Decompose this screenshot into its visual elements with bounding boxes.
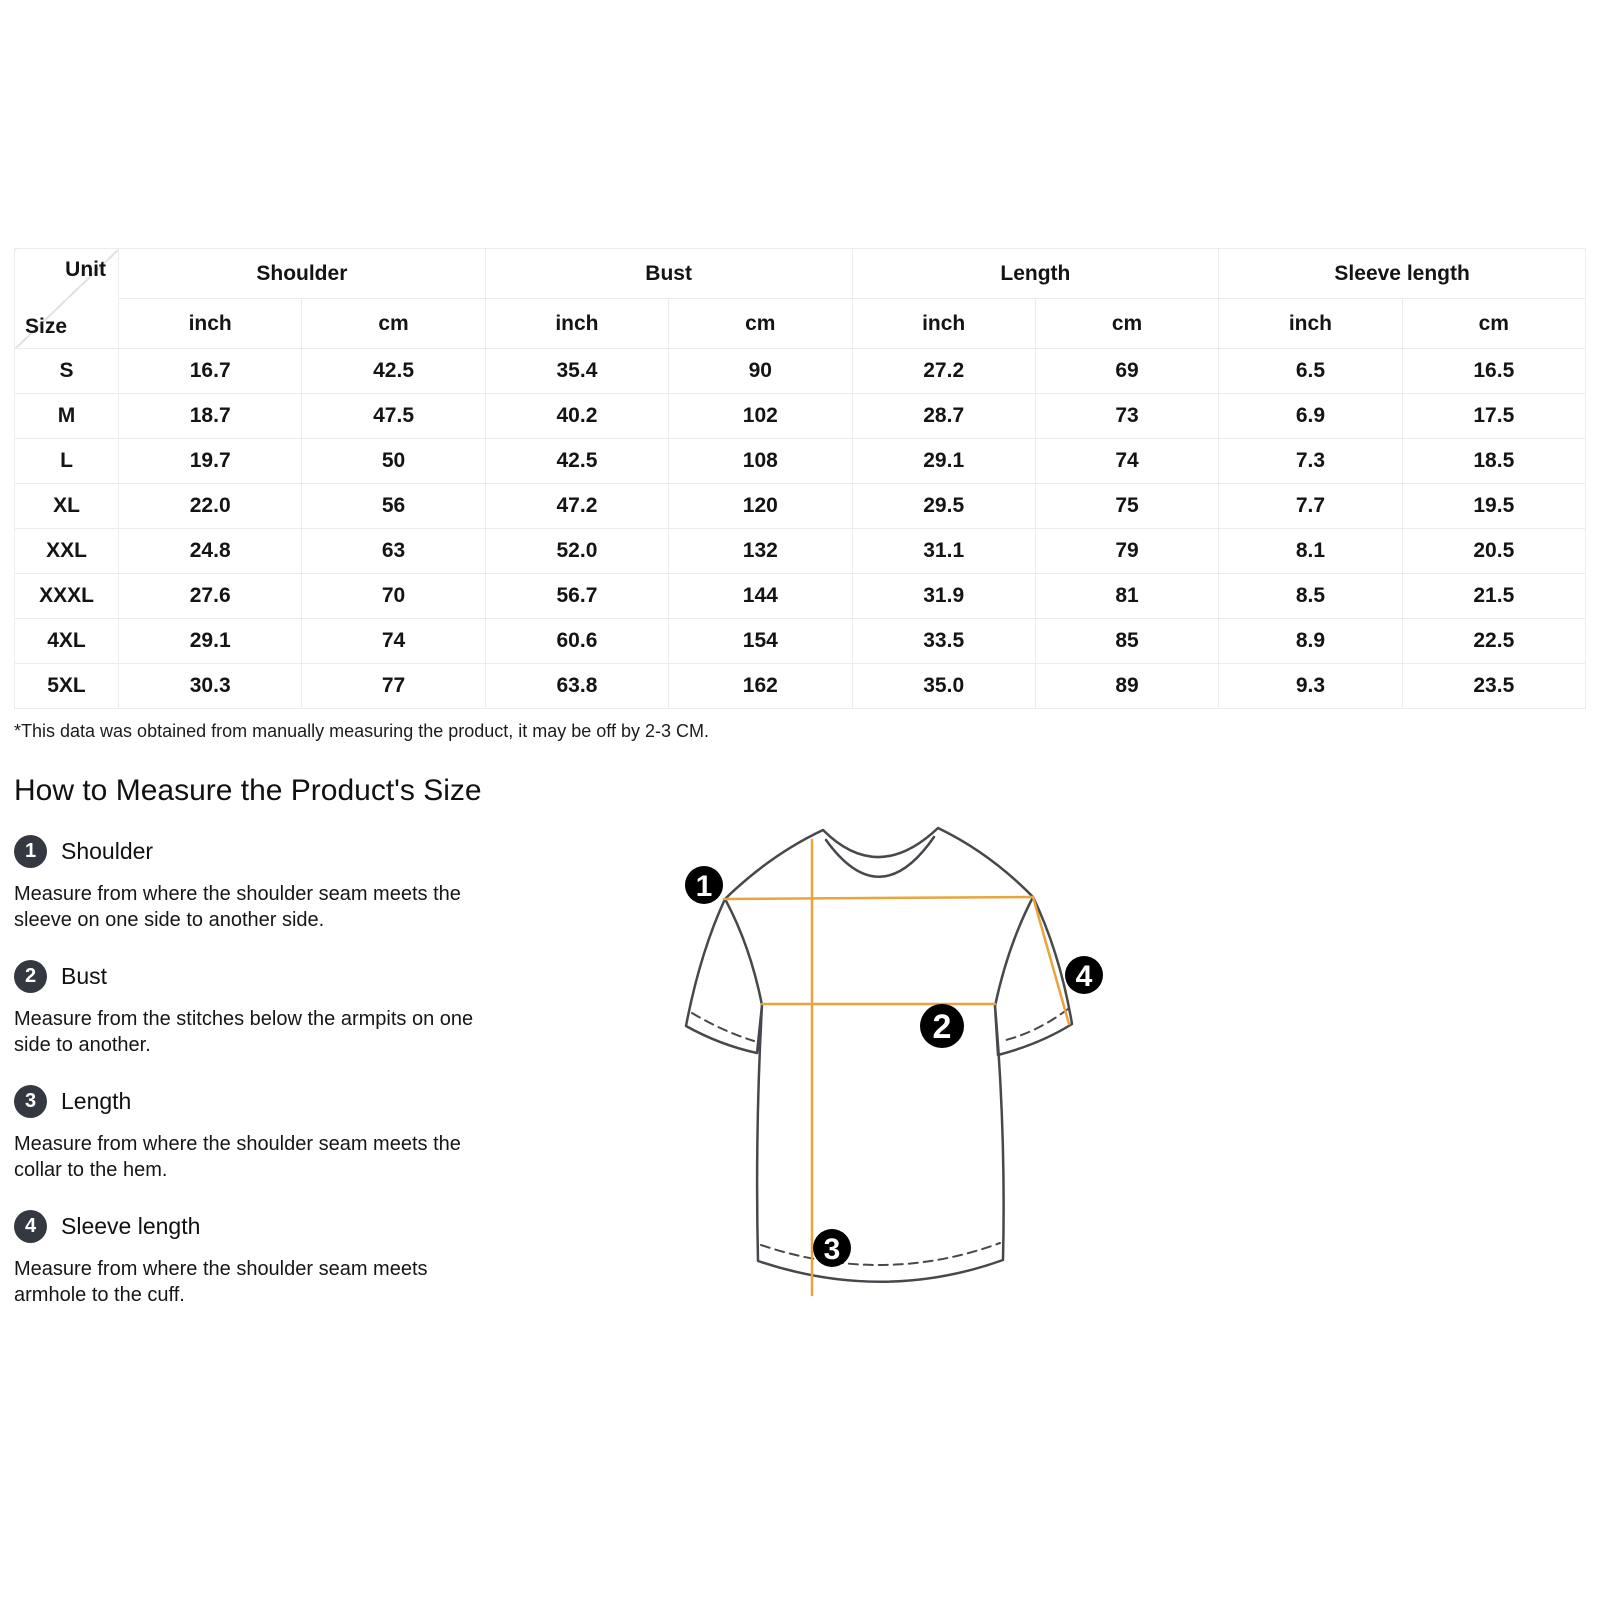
size-cell: 4XL [15, 619, 119, 664]
measurement-disclaimer: *This data was obtained from manually measuring the product, it may be off by 2-3 CM. [14, 721, 710, 741]
corner-size-label: Size [25, 315, 68, 338]
howto-heading: How to Measure the Product's Size [14, 774, 482, 807]
value-cell: 154 [669, 619, 852, 664]
group-header-shoulder: Shoulder [119, 249, 486, 299]
step-1-description: Measure from where the shoulder seam meets the sleeve on one side to another side. [14, 883, 461, 931]
value-cell: 162 [669, 664, 852, 709]
unit-header: cm [1035, 299, 1218, 349]
value-cell: 40.2 [485, 394, 668, 439]
step-3-description: Measure from where the shoulder seam meets the collar to the hem. [14, 1133, 461, 1181]
value-cell: 79 [1035, 529, 1218, 574]
marker-1-number: 1 [695, 869, 713, 903]
tshirt-measurement-diagram [640, 793, 1110, 1338]
value-cell: 63.8 [485, 664, 668, 709]
size-cell: L [15, 439, 119, 484]
value-cell: 18.7 [119, 394, 302, 439]
group-header-row [15, 249, 1586, 299]
step-1-badge: 1 [14, 835, 47, 868]
value-cell: 63 [302, 529, 485, 574]
value-cell: 35.4 [485, 349, 668, 394]
value-cell: 74 [1035, 439, 1218, 484]
value-cell: 31.9 [852, 574, 1035, 619]
value-cell: 89 [1035, 664, 1218, 709]
value-cell: 27.2 [852, 349, 1035, 394]
value-cell: 108 [669, 439, 852, 484]
table-row [15, 664, 1586, 709]
value-cell: 29.1 [852, 439, 1035, 484]
value-cell: 33.5 [852, 619, 1035, 664]
step-4-description: Measure from where the shoulder seam meets armhole to the cuff. [14, 1258, 428, 1306]
value-cell: 52.0 [485, 529, 668, 574]
size-chart-table [14, 248, 1586, 709]
group-header-length: Length [852, 249, 1219, 299]
step-2-badge: 2 [14, 960, 47, 993]
unit-header: inch [852, 299, 1035, 349]
size-cell: XXL [15, 529, 119, 574]
corner-cell [15, 249, 119, 349]
value-cell: 19.5 [1402, 484, 1585, 529]
value-cell: 8.1 [1219, 529, 1402, 574]
value-cell: 22.0 [119, 484, 302, 529]
value-cell: 7.3 [1219, 439, 1402, 484]
size-cell: 5XL [15, 664, 119, 709]
value-cell: 27.6 [119, 574, 302, 619]
size-cell: M [15, 394, 119, 439]
value-cell: 90 [669, 349, 852, 394]
value-cell: 28.7 [852, 394, 1035, 439]
value-cell: 9.3 [1219, 664, 1402, 709]
step-3-label: Length [61, 1087, 132, 1114]
value-cell: 19.7 [119, 439, 302, 484]
table-row [15, 484, 1586, 529]
value-cell: 77 [302, 664, 485, 709]
value-cell: 16.5 [1402, 349, 1585, 394]
step-4-label: Sleeve length [61, 1212, 201, 1239]
corner-unit-label: Unit [65, 258, 106, 281]
table-row [15, 349, 1586, 394]
value-cell: 20.5 [1402, 529, 1585, 574]
table-row [15, 574, 1586, 619]
value-cell: 50 [302, 439, 485, 484]
step-4-badge: 4 [14, 1210, 47, 1243]
value-cell: 42.5 [485, 439, 668, 484]
value-cell: 22.5 [1402, 619, 1585, 664]
marker-2-number: 2 [932, 1008, 952, 1047]
group-header-bust: Bust [485, 249, 852, 299]
value-cell: 17.5 [1402, 394, 1585, 439]
list-item-bust [14, 959, 614, 1058]
value-cell: 144 [669, 574, 852, 619]
step-2-description: Measure from the stitches below the armpits on one side to another. [14, 1008, 474, 1056]
unit-header: inch [119, 299, 302, 349]
value-cell: 6.5 [1219, 349, 1402, 394]
value-cell: 70 [302, 574, 485, 619]
table-row [15, 394, 1586, 439]
value-cell: 29.5 [852, 484, 1035, 529]
value-cell: 42.5 [302, 349, 485, 394]
value-cell: 56 [302, 484, 485, 529]
list-item-shoulder [14, 834, 614, 933]
value-cell: 6.9 [1219, 394, 1402, 439]
size-cell: S [15, 349, 119, 394]
unit-header: cm [1402, 299, 1585, 349]
size-cell: XXXL [15, 574, 119, 619]
step-3-badge: 3 [14, 1085, 47, 1118]
value-cell: 102 [669, 394, 852, 439]
value-cell: 120 [669, 484, 852, 529]
table-row [15, 439, 1586, 484]
howto-list [14, 834, 614, 1334]
list-item-sleeve-length [14, 1209, 614, 1308]
value-cell: 31.1 [852, 529, 1035, 574]
value-cell: 85 [1035, 619, 1218, 664]
list-item-length [14, 1084, 614, 1183]
value-cell: 7.7 [1219, 484, 1402, 529]
value-cell: 75 [1035, 484, 1218, 529]
value-cell: 23.5 [1402, 664, 1585, 709]
group-header-sleeve-length: Sleeve length [1219, 249, 1586, 299]
value-cell: 132 [669, 529, 852, 574]
value-cell: 81 [1035, 574, 1218, 619]
size-cell: XL [15, 484, 119, 529]
value-cell: 74 [302, 619, 485, 664]
value-cell: 29.1 [119, 619, 302, 664]
step-2-label: Bust [61, 962, 108, 989]
value-cell: 30.3 [119, 664, 302, 709]
value-cell: 47.5 [302, 394, 485, 439]
size-chart-section [14, 248, 1586, 709]
value-cell: 60.6 [485, 619, 668, 664]
value-cell: 35.0 [852, 664, 1035, 709]
step-1-label: Shoulder [61, 837, 154, 864]
value-cell: 8.5 [1219, 574, 1402, 619]
table-row [15, 619, 1586, 664]
value-cell: 18.5 [1402, 439, 1585, 484]
value-cell: 16.7 [119, 349, 302, 394]
value-cell: 21.5 [1402, 574, 1585, 619]
value-cell: 69 [1035, 349, 1218, 394]
unit-header: inch [1219, 299, 1402, 349]
table-row [15, 529, 1586, 574]
unit-header: cm [302, 299, 485, 349]
marker-3-number: 3 [823, 1232, 841, 1266]
unit-header: inch [485, 299, 668, 349]
value-cell: 56.7 [485, 574, 668, 619]
value-cell: 73 [1035, 394, 1218, 439]
marker-4-number: 4 [1075, 959, 1093, 993]
value-cell: 47.2 [485, 484, 668, 529]
unit-header-row [15, 299, 1586, 349]
value-cell: 24.8 [119, 529, 302, 574]
value-cell: 8.9 [1219, 619, 1402, 664]
unit-header: cm [669, 299, 852, 349]
